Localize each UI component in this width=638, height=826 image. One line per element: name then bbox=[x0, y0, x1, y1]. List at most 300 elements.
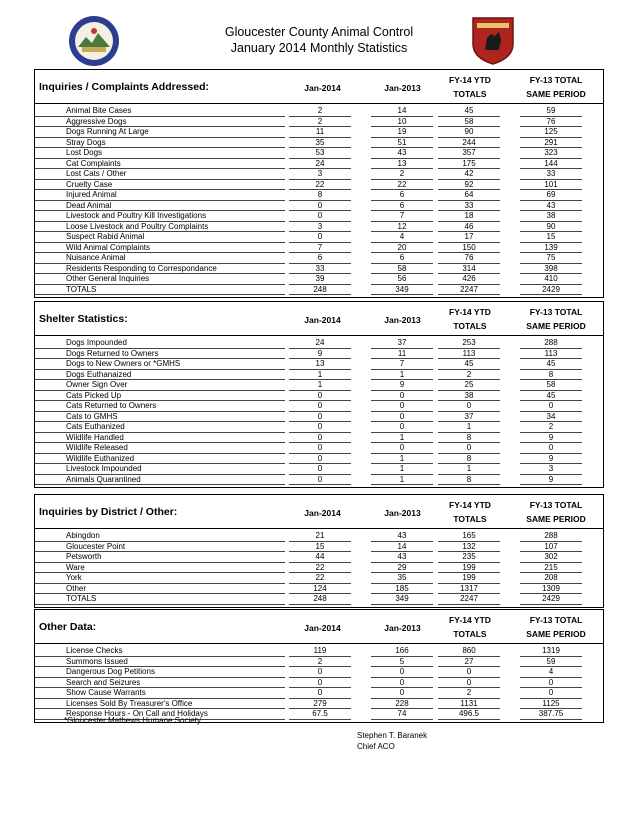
row-value: 0 bbox=[438, 443, 500, 454]
row-value: 53 bbox=[289, 148, 351, 159]
row-label: Stray Dogs bbox=[35, 138, 285, 149]
table-row bbox=[35, 127, 603, 138]
row-value: 1131 bbox=[438, 699, 500, 710]
section-title: Inquiries / Complaints Addressed: bbox=[39, 81, 209, 93]
row-value: 14 bbox=[371, 542, 433, 553]
row-label: Other bbox=[35, 584, 285, 595]
row-value: 11 bbox=[371, 349, 433, 360]
row-value: 410 bbox=[520, 274, 582, 285]
row-value: 3 bbox=[289, 222, 351, 233]
row-value: 67.5 bbox=[289, 709, 351, 720]
row-value: 35 bbox=[371, 573, 433, 584]
row-label: Dogs Impounded bbox=[35, 338, 285, 349]
table-row bbox=[35, 138, 603, 149]
row-value: 64 bbox=[438, 190, 500, 201]
col-header-fy13: FY-13 TOTAL SAME PERIOD bbox=[526, 500, 586, 524]
row-label: York bbox=[35, 573, 285, 584]
row-label: Nuisance Animal bbox=[35, 253, 285, 264]
county-seal-icon bbox=[68, 15, 120, 67]
row-label: Residents Responding to Correspondance bbox=[35, 264, 285, 275]
table-rows bbox=[35, 529, 603, 607]
row-value: 13 bbox=[371, 159, 433, 170]
table-row bbox=[35, 159, 603, 170]
row-label: Cruelty Case bbox=[35, 180, 285, 191]
row-value: 113 bbox=[438, 349, 500, 360]
table-row bbox=[35, 253, 603, 264]
row-value: 46 bbox=[438, 222, 500, 233]
row-label: TOTALS bbox=[35, 285, 285, 296]
row-value: 33 bbox=[438, 201, 500, 212]
table-row bbox=[35, 349, 603, 360]
table-row bbox=[35, 338, 603, 349]
row-value: 21 bbox=[289, 531, 351, 542]
table-row bbox=[35, 688, 603, 699]
row-value: 0 bbox=[289, 401, 351, 412]
row-value: 0 bbox=[289, 412, 351, 423]
row-value: 38 bbox=[520, 211, 582, 222]
row-value: 1 bbox=[438, 464, 500, 475]
section-header bbox=[35, 495, 603, 529]
table-row bbox=[35, 264, 603, 275]
row-value: 244 bbox=[438, 138, 500, 149]
row-value: 235 bbox=[438, 552, 500, 563]
table-row bbox=[35, 243, 603, 254]
row-value: 0 bbox=[520, 678, 582, 689]
section-header bbox=[35, 302, 603, 336]
row-value: 1125 bbox=[520, 699, 582, 710]
row-value: 132 bbox=[438, 542, 500, 553]
row-value: 288 bbox=[520, 531, 582, 542]
row-value: 22 bbox=[289, 573, 351, 584]
row-value: 0 bbox=[438, 667, 500, 678]
row-value: 0 bbox=[289, 433, 351, 444]
row-label: Licenses Sold By Treasurer's Office bbox=[35, 699, 285, 710]
row-value: 0 bbox=[520, 688, 582, 699]
row-value: 119 bbox=[289, 646, 351, 657]
row-value: 45 bbox=[438, 359, 500, 370]
row-value: 215 bbox=[520, 563, 582, 574]
row-value: 2 bbox=[438, 370, 500, 381]
row-value: 14 bbox=[371, 106, 433, 117]
row-value: 2 bbox=[438, 688, 500, 699]
row-value: 25 bbox=[438, 380, 500, 391]
row-value: 20 bbox=[371, 243, 433, 254]
row-value: 248 bbox=[289, 594, 351, 605]
row-value: 0 bbox=[438, 401, 500, 412]
row-value: 349 bbox=[371, 285, 433, 296]
table-row bbox=[35, 531, 603, 542]
table-row bbox=[35, 391, 603, 402]
row-value: 15 bbox=[289, 542, 351, 553]
row-value: 1 bbox=[371, 370, 433, 381]
table-row bbox=[35, 370, 603, 381]
report-title: Gloucester County Animal Control bbox=[224, 25, 414, 39]
table-rows bbox=[35, 644, 603, 722]
row-value: 2247 bbox=[438, 594, 500, 605]
signature-name: Stephen T. Baranek bbox=[357, 731, 428, 740]
section-other-data bbox=[34, 609, 604, 723]
table-row bbox=[35, 573, 603, 584]
row-value: 139 bbox=[520, 243, 582, 254]
row-value: 27 bbox=[438, 657, 500, 668]
row-value: 22 bbox=[289, 563, 351, 574]
row-value: 58 bbox=[371, 264, 433, 275]
table-row bbox=[35, 454, 603, 465]
row-value: 6 bbox=[371, 253, 433, 264]
row-value: 2429 bbox=[520, 285, 582, 296]
row-value: 2 bbox=[289, 117, 351, 128]
row-label: Wildlife Euthanized bbox=[35, 454, 285, 465]
row-value: 35 bbox=[289, 138, 351, 149]
section-header bbox=[35, 70, 603, 104]
row-label: Other General Inquiries bbox=[35, 274, 285, 285]
row-value: 1 bbox=[438, 422, 500, 433]
row-value: 92 bbox=[438, 180, 500, 191]
row-label: License Checks bbox=[35, 646, 285, 657]
row-value: 11 bbox=[289, 127, 351, 138]
row-value: 6 bbox=[371, 201, 433, 212]
row-value: 1317 bbox=[438, 584, 500, 595]
row-label: Suspect Rabid Animal bbox=[35, 232, 285, 243]
row-value: 150 bbox=[438, 243, 500, 254]
row-label: Show Cause Warrants bbox=[35, 688, 285, 699]
report-header bbox=[0, 0, 638, 70]
row-value: 90 bbox=[438, 127, 500, 138]
row-value: 426 bbox=[438, 274, 500, 285]
row-value: 18 bbox=[438, 211, 500, 222]
row-value: 24 bbox=[289, 159, 351, 170]
row-value: 8 bbox=[289, 190, 351, 201]
section-title: Other Data: bbox=[39, 621, 97, 633]
col-header-jan-2014: Jan-2014 bbox=[304, 315, 341, 325]
row-label: Aggressive Dogs bbox=[35, 117, 285, 128]
row-label: Cats Returned to Owners bbox=[35, 401, 285, 412]
footnote: *Gloucester Mathews Humane Society bbox=[64, 716, 201, 725]
table-row bbox=[35, 475, 603, 486]
row-value: 0 bbox=[289, 201, 351, 212]
table-rows bbox=[35, 336, 603, 487]
row-label: Search and Seizures bbox=[35, 678, 285, 689]
col-header-fy13: FY-13 TOTAL SAME PERIOD bbox=[526, 307, 586, 331]
section-district bbox=[34, 494, 604, 608]
table-row bbox=[35, 563, 603, 574]
row-value: 314 bbox=[438, 264, 500, 275]
row-value: 199 bbox=[438, 563, 500, 574]
table-row bbox=[35, 464, 603, 475]
row-value: 43 bbox=[520, 201, 582, 212]
col-header-jan-2014: Jan-2014 bbox=[304, 508, 341, 518]
table-row bbox=[35, 232, 603, 243]
table-row bbox=[35, 190, 603, 201]
row-value: 9 bbox=[520, 454, 582, 465]
row-label: Summons Issued bbox=[35, 657, 285, 668]
row-value: 69 bbox=[520, 190, 582, 201]
col-header-fy14: FY-14 YTD TOTALS bbox=[449, 500, 491, 524]
row-value: 349 bbox=[371, 594, 433, 605]
row-value: 175 bbox=[438, 159, 500, 170]
col-header-fy14: FY-14 YTD TOTALS bbox=[449, 75, 491, 99]
section-title: Inquiries by District / Other: bbox=[39, 506, 178, 518]
row-value: 0 bbox=[371, 667, 433, 678]
row-value: 0 bbox=[438, 678, 500, 689]
row-value: 208 bbox=[520, 573, 582, 584]
row-value: 2429 bbox=[520, 594, 582, 605]
table-row bbox=[35, 443, 603, 454]
row-value: 7 bbox=[371, 359, 433, 370]
row-value: 107 bbox=[520, 542, 582, 553]
row-label: Livestock Impounded bbox=[35, 464, 285, 475]
row-label: Injured Animal bbox=[35, 190, 285, 201]
row-value: 1 bbox=[289, 370, 351, 381]
row-value: 357 bbox=[438, 148, 500, 159]
row-value: 43 bbox=[371, 148, 433, 159]
row-label: Wild Animal Complaints bbox=[35, 243, 285, 254]
table-row bbox=[35, 412, 603, 423]
table-row bbox=[35, 646, 603, 657]
row-value: 387.75 bbox=[520, 709, 582, 720]
row-value: 43 bbox=[371, 531, 433, 542]
table-row bbox=[35, 542, 603, 553]
table-rows bbox=[35, 104, 603, 297]
row-label: Petsworth bbox=[35, 552, 285, 563]
row-label: Cats Picked Up bbox=[35, 391, 285, 402]
row-value: 0 bbox=[289, 211, 351, 222]
row-value: 0 bbox=[371, 678, 433, 689]
row-value: 59 bbox=[520, 657, 582, 668]
row-value: 1 bbox=[371, 433, 433, 444]
row-value: 0 bbox=[371, 422, 433, 433]
row-value: 56 bbox=[371, 274, 433, 285]
row-value: 15 bbox=[520, 232, 582, 243]
table-row bbox=[35, 211, 603, 222]
section-title: Shelter Statistics: bbox=[39, 313, 128, 325]
table-row bbox=[35, 552, 603, 563]
row-value: 1 bbox=[289, 380, 351, 391]
row-value: 43 bbox=[371, 552, 433, 563]
row-value: 113 bbox=[520, 349, 582, 360]
row-label: Livestock and Poultry Kill Investigations bbox=[35, 211, 285, 222]
row-value: 1 bbox=[371, 454, 433, 465]
table-row bbox=[35, 180, 603, 191]
row-value: 59 bbox=[520, 106, 582, 117]
signature-role: Chief ACO bbox=[357, 742, 395, 751]
row-value: 0 bbox=[371, 443, 433, 454]
row-value: 58 bbox=[438, 117, 500, 128]
row-value: 0 bbox=[289, 678, 351, 689]
table-row bbox=[35, 699, 603, 710]
row-label: Lost Cats / Other bbox=[35, 169, 285, 180]
row-label: Loose Livestock and Poultry Complaints bbox=[35, 222, 285, 233]
row-label: Lost Dogs bbox=[35, 148, 285, 159]
row-value: 38 bbox=[438, 391, 500, 402]
row-value: 0 bbox=[371, 412, 433, 423]
table-row bbox=[35, 584, 603, 595]
row-value: 8 bbox=[438, 454, 500, 465]
row-label: Animal Bite Cases bbox=[35, 106, 285, 117]
col-header-jan-2014: Jan-2014 bbox=[304, 83, 341, 93]
row-value: 1 bbox=[371, 475, 433, 486]
row-label: Dogs Running At Large bbox=[35, 127, 285, 138]
col-header-fy14: FY-14 YTD TOTALS bbox=[449, 307, 491, 331]
row-value: 76 bbox=[438, 253, 500, 264]
table-row bbox=[35, 169, 603, 180]
row-value: 45 bbox=[438, 106, 500, 117]
row-label: Dangerous Dog Petitions bbox=[35, 667, 285, 678]
row-label: Wildlife Released bbox=[35, 443, 285, 454]
section-header bbox=[35, 610, 603, 644]
row-value: 291 bbox=[520, 138, 582, 149]
row-value: 10 bbox=[371, 117, 433, 128]
table-row bbox=[35, 201, 603, 212]
row-value: 2247 bbox=[438, 285, 500, 296]
row-value: 0 bbox=[289, 422, 351, 433]
row-value: 44 bbox=[289, 552, 351, 563]
row-label: Dead Animal bbox=[35, 201, 285, 212]
row-value: 0 bbox=[289, 688, 351, 699]
row-value: 6 bbox=[289, 253, 351, 264]
row-label: Animals Quarantined bbox=[35, 475, 285, 486]
row-value: 253 bbox=[438, 338, 500, 349]
row-value: 12 bbox=[371, 222, 433, 233]
section-inquiries bbox=[34, 69, 604, 298]
table-row bbox=[35, 657, 603, 668]
row-value: 0 bbox=[520, 401, 582, 412]
row-value: 302 bbox=[520, 552, 582, 563]
row-value: 9 bbox=[289, 349, 351, 360]
row-value: 8 bbox=[438, 475, 500, 486]
row-label: Abingdon bbox=[35, 531, 285, 542]
col-header-jan-2014: Jan-2014 bbox=[304, 623, 341, 633]
row-value: 37 bbox=[371, 338, 433, 349]
row-label: TOTALS bbox=[35, 594, 285, 605]
table-row bbox=[35, 401, 603, 412]
table-row bbox=[35, 433, 603, 444]
row-value: 199 bbox=[438, 573, 500, 584]
row-value: 13 bbox=[289, 359, 351, 370]
row-value: 860 bbox=[438, 646, 500, 657]
table-row bbox=[35, 380, 603, 391]
row-value: 8 bbox=[438, 433, 500, 444]
row-value: 37 bbox=[438, 412, 500, 423]
row-value: 90 bbox=[520, 222, 582, 233]
row-value: 33 bbox=[520, 169, 582, 180]
row-value: 58 bbox=[520, 380, 582, 391]
row-value: 7 bbox=[289, 243, 351, 254]
table-row bbox=[35, 285, 603, 296]
row-value: 39 bbox=[289, 274, 351, 285]
table-row bbox=[35, 359, 603, 370]
col-header-jan-2013: Jan-2013 bbox=[384, 508, 421, 518]
row-value: 0 bbox=[289, 232, 351, 243]
row-value: 42 bbox=[438, 169, 500, 180]
row-value: 45 bbox=[520, 359, 582, 370]
row-value: 2 bbox=[520, 422, 582, 433]
row-value: 0 bbox=[289, 454, 351, 465]
table-row bbox=[35, 117, 603, 128]
row-value: 19 bbox=[371, 127, 433, 138]
row-value: 7 bbox=[371, 211, 433, 222]
table-row bbox=[35, 667, 603, 678]
row-value: 1319 bbox=[520, 646, 582, 657]
row-value: 1 bbox=[371, 464, 433, 475]
row-value: 22 bbox=[371, 180, 433, 191]
row-value: 0 bbox=[371, 688, 433, 699]
row-label: Dogs Returned to Owners bbox=[35, 349, 285, 360]
row-value: 101 bbox=[520, 180, 582, 191]
row-value: 8 bbox=[520, 370, 582, 381]
row-value: 9 bbox=[371, 380, 433, 391]
table-row bbox=[35, 148, 603, 159]
row-value: 2 bbox=[371, 169, 433, 180]
table-row bbox=[35, 678, 603, 689]
row-value: 4 bbox=[371, 232, 433, 243]
row-value: 144 bbox=[520, 159, 582, 170]
report-subtitle: January 2014 Monthly Statistics bbox=[230, 41, 408, 55]
row-value: 0 bbox=[289, 667, 351, 678]
row-label: Cat Complaints bbox=[35, 159, 285, 170]
col-header-jan-2013: Jan-2013 bbox=[384, 83, 421, 93]
row-label: Dogs Euthanaized bbox=[35, 370, 285, 381]
row-value: 0 bbox=[289, 443, 351, 454]
row-value: 185 bbox=[371, 584, 433, 595]
row-value: 34 bbox=[520, 412, 582, 423]
animal-control-badge-icon bbox=[469, 14, 517, 66]
row-value: 9 bbox=[520, 475, 582, 486]
col-header-fy13: FY-13 TOTAL SAME PERIOD bbox=[526, 75, 586, 99]
table-row bbox=[35, 106, 603, 117]
row-value: 0 bbox=[289, 391, 351, 402]
row-value: 4 bbox=[520, 667, 582, 678]
row-label: Dogs to New Owners or *GMHS bbox=[35, 359, 285, 370]
row-label: Gloucester Point bbox=[35, 542, 285, 553]
row-value: 45 bbox=[520, 391, 582, 402]
row-value: 0 bbox=[371, 391, 433, 402]
row-value: 398 bbox=[520, 264, 582, 275]
row-value: 124 bbox=[289, 584, 351, 595]
row-value: 74 bbox=[371, 709, 433, 720]
row-value: 3 bbox=[520, 464, 582, 475]
row-value: 1309 bbox=[520, 584, 582, 595]
row-label: Wildlife Handled bbox=[35, 433, 285, 444]
row-value: 24 bbox=[289, 338, 351, 349]
row-value: 0 bbox=[289, 464, 351, 475]
col-header-fy14: FY-14 YTD TOTALS bbox=[449, 615, 491, 639]
row-value: 33 bbox=[289, 264, 351, 275]
row-value: 75 bbox=[520, 253, 582, 264]
table-row bbox=[35, 594, 603, 605]
row-value: 51 bbox=[371, 138, 433, 149]
row-value: 17 bbox=[438, 232, 500, 243]
row-label: Response Hours - On Call and Holidays bbox=[35, 709, 285, 720]
col-header-jan-2013: Jan-2013 bbox=[384, 623, 421, 633]
col-header-jan-2013: Jan-2013 bbox=[384, 315, 421, 325]
row-value: 29 bbox=[371, 563, 433, 574]
section-shelter bbox=[34, 301, 604, 488]
row-value: 2 bbox=[289, 106, 351, 117]
row-value: 22 bbox=[289, 180, 351, 191]
row-value: 9 bbox=[520, 433, 582, 444]
row-value: 6 bbox=[371, 190, 433, 201]
row-value: 496.5 bbox=[438, 709, 500, 720]
row-value: 323 bbox=[520, 148, 582, 159]
row-value: 76 bbox=[520, 117, 582, 128]
col-header-fy13: FY-13 TOTAL SAME PERIOD bbox=[526, 615, 586, 639]
row-value: 125 bbox=[520, 127, 582, 138]
row-value: 0 bbox=[520, 443, 582, 454]
row-value: 228 bbox=[371, 699, 433, 710]
row-label: Ware bbox=[35, 563, 285, 574]
table-row bbox=[35, 222, 603, 233]
